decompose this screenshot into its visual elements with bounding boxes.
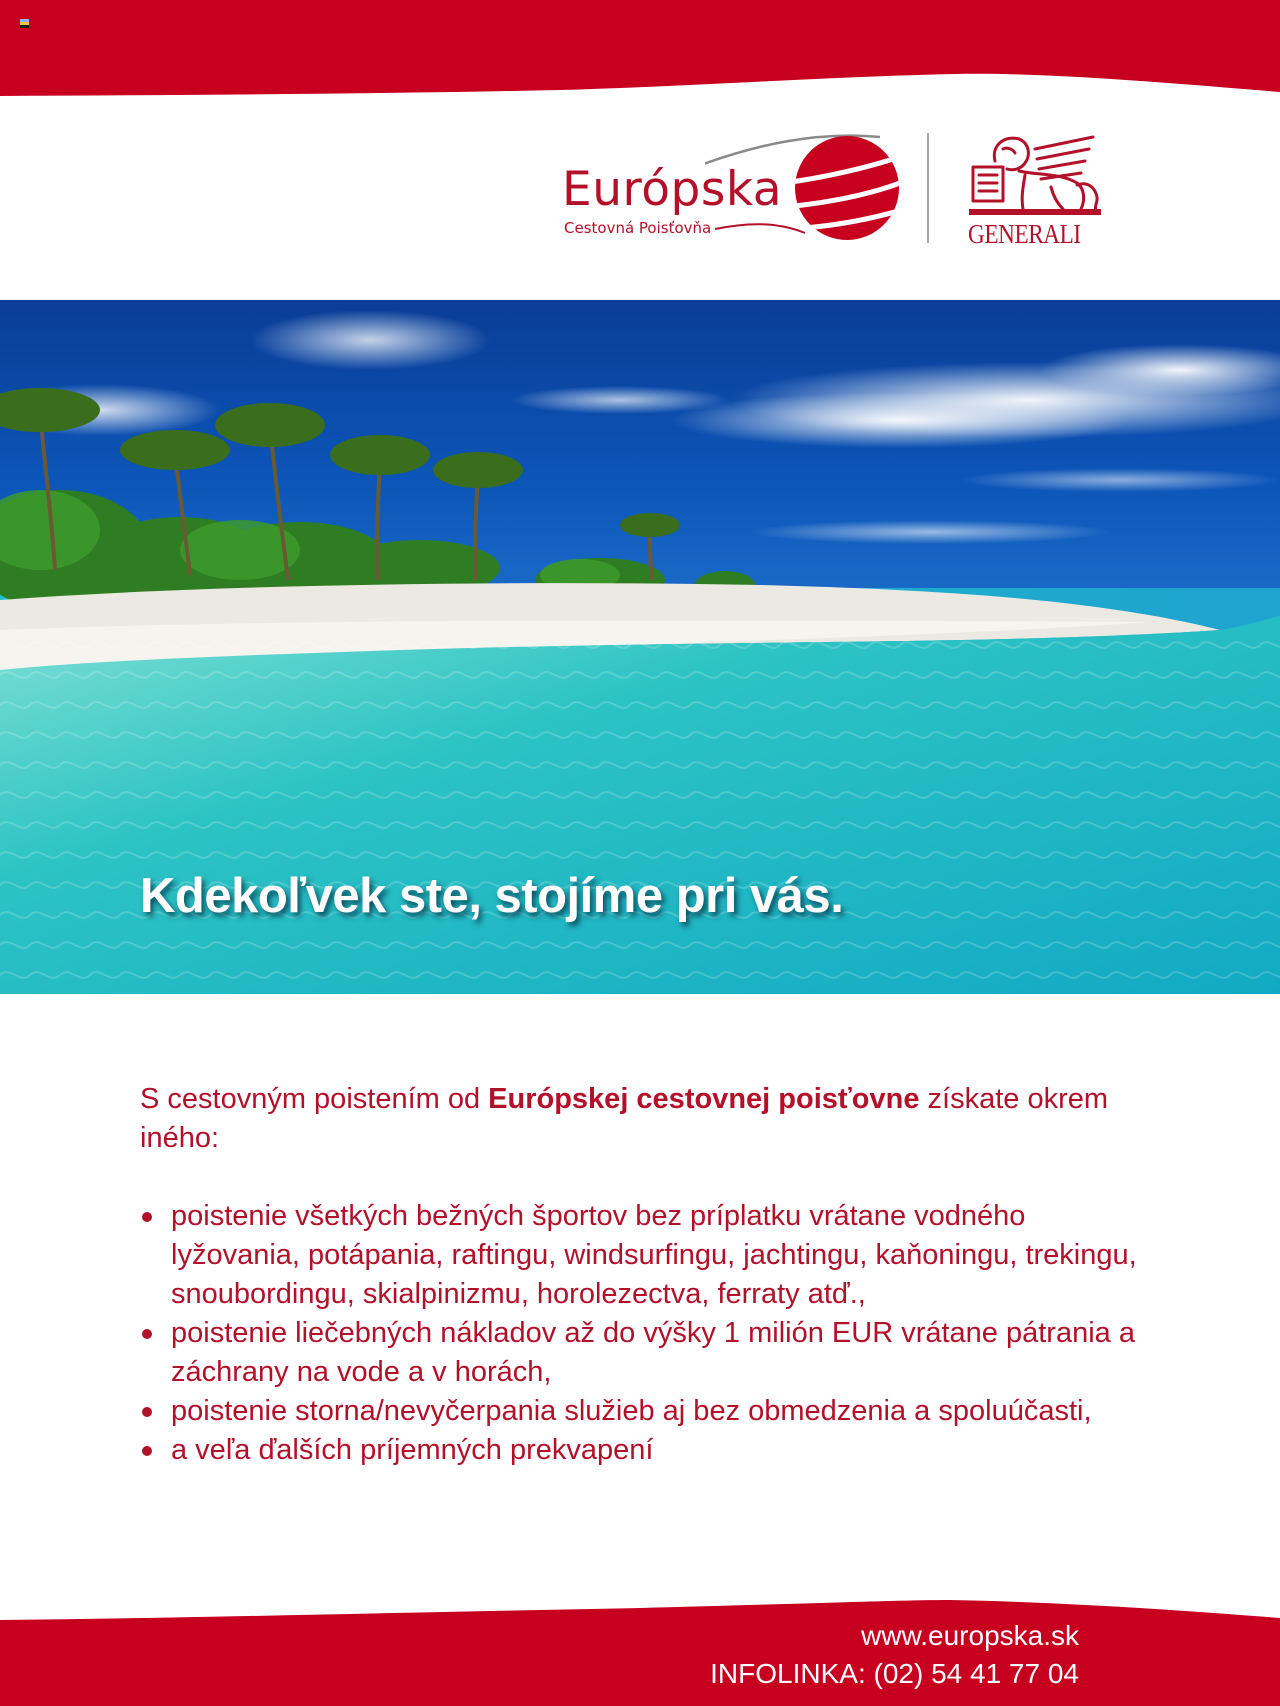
winged-lion-icon (965, 131, 1105, 217)
europska-logo-subtitle: Cestovná Poisťovňa (564, 219, 712, 237)
intro-paragraph (140, 1080, 1150, 1158)
logo-area (555, 125, 1115, 250)
list-item (140, 1314, 1150, 1392)
flag-icon[interactable] (20, 19, 29, 28)
infoline-phone[interactable]: INFOLINKA: (02) 54 41 77 04 (710, 1658, 1079, 1689)
bottom-red-band (0, 1600, 1280, 1706)
benefits-section (140, 1080, 1150, 1470)
benefit-text: poistenie všetkých bežných športov bez príplatku vrátane vodného lyžovania, potápania, raftingu, windsurfingu, jachtingu, kaňoningu, trekingu, snoubordingu, skialpinizmu, horolezectva, ferraty atď., (171, 1200, 1137, 1310)
contact-info (710, 1617, 1079, 1693)
benefit-text: poistenie liečebných nákladov až do výšky 1 milión EUR vrátane pátrania a záchrany na vode a v horách, (171, 1317, 1135, 1388)
list-item (140, 1197, 1150, 1314)
list-item (140, 1431, 1150, 1470)
bullet-icon (142, 1212, 152, 1222)
bullet-icon (142, 1407, 152, 1417)
hero-banner (0, 300, 1280, 994)
top-wave-shape (0, 0, 1280, 100)
logo-divider (927, 133, 929, 243)
benefits-list (140, 1197, 1150, 1470)
benefit-text: poistenie storna/nevyčerpania služieb aj bez obmedzenia a spoluúčasti, (171, 1395, 1092, 1427)
hero-headline: Kdekoľvek ste, stojíme pri vás. (140, 869, 844, 923)
europska-logo-name: Európska (562, 162, 783, 217)
generali-logo-name: GENERALI (968, 219, 1081, 249)
intro-suffix: získate okrem iného: (140, 1083, 1109, 1154)
generali-logo (965, 131, 1105, 249)
striped-globe-icon (705, 125, 905, 250)
website-link[interactable]: www.europska.sk (861, 1620, 1079, 1651)
intro-prefix: S cestovným poistením od (140, 1083, 489, 1115)
list-item (140, 1392, 1150, 1431)
top-red-band (0, 0, 1280, 100)
bullet-icon (142, 1329, 152, 1339)
bottom-wave-shape (0, 1600, 1280, 1706)
intro-company-name: Európskej cestovnej poisťovne (488, 1083, 920, 1115)
benefit-text: a veľa ďalších príjemných prekvapení (171, 1434, 654, 1466)
europska-logo (555, 125, 905, 250)
bullet-icon (142, 1446, 152, 1456)
